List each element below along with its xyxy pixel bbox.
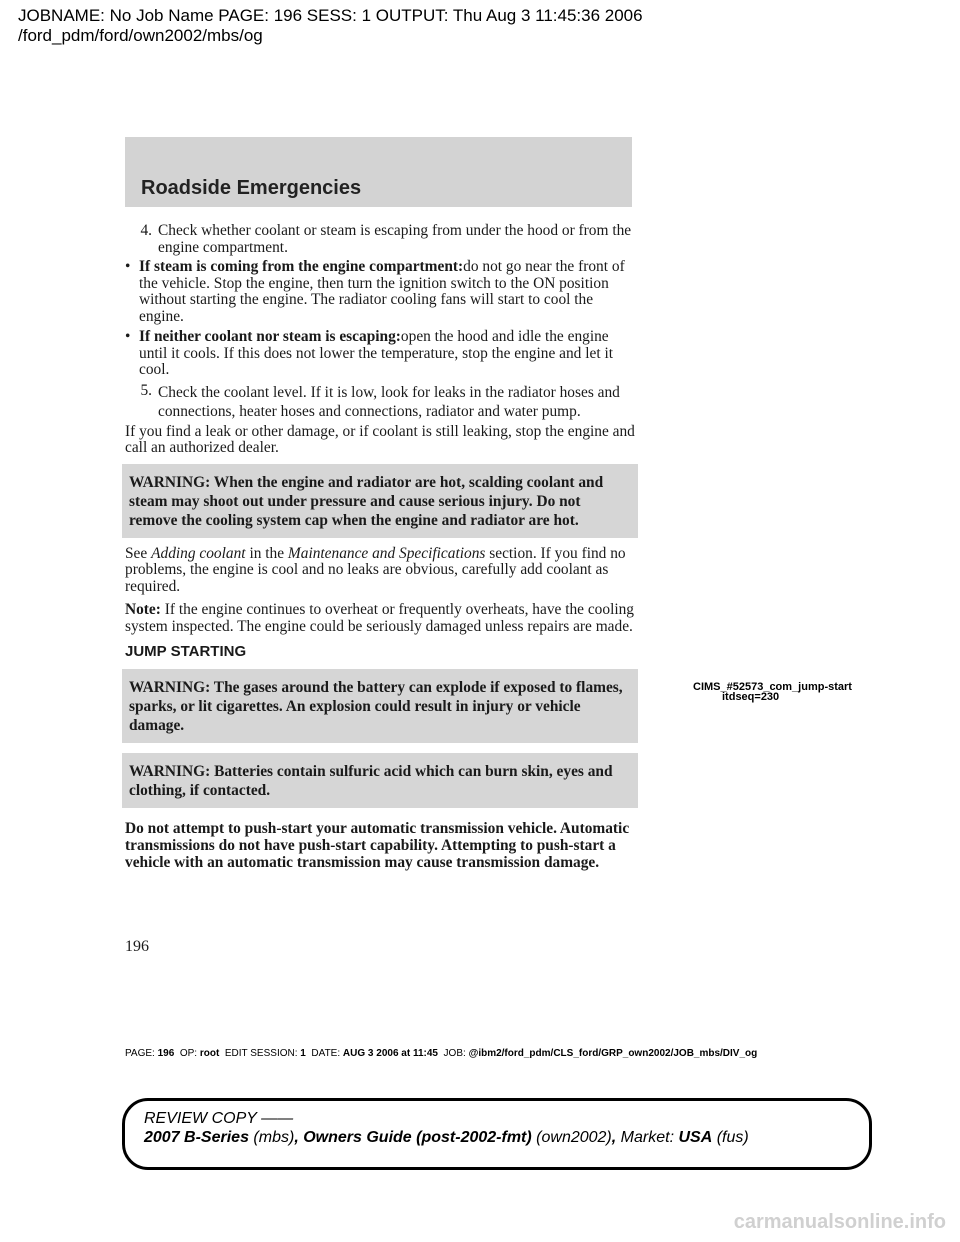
review-line1: REVIEW COPY —— <box>144 1110 294 1127</box>
page-number: 196 <box>125 938 149 955</box>
see-paragraph: See Adding coolant in the Maintenance and Specifications section. If you find no problems, the engine is cool and no leaks are obvious, carefully add coolant as required. <box>125 544 626 595</box>
warning-battery-gases: WARNING: The gases around the battery can explode if exposed to flames, sparks, or lit cigarettes. An explosion could result in injury or vehicle damage. <box>122 669 638 743</box>
bullet-bold: If neither coolant nor steam is escaping: <box>139 328 401 345</box>
step-text: Check whether coolant or steam is escaping from under the hood or from the engine compartment. <box>158 222 632 256</box>
page-content <box>125 223 635 878</box>
review-copy-text <box>144 1109 749 1147</box>
jump-starting-heading: JUMP STARTING <box>125 643 247 660</box>
ref-adding-coolant: Adding coolant <box>151 544 246 562</box>
footer-job-line: PAGE: 196 OP: root EDIT SESSION: 1 DATE: AUG 3 2006 at 11:45 JOB: @ibm2/ford_pdm/CLS_ford/GRP_own2002/JOB_mbs/DIV_og <box>125 1048 758 1059</box>
bullet-text: open the hood and idle the engine until it cools. If this does not lower the temperature, stop the engine and let it cool. <box>139 328 614 378</box>
step-5 <box>125 383 635 421</box>
bullet-text: do not go near the front of the vehicle. Stop the engine, then turn the ignition switch to the ON position without starting the engine. The radiator cooling fans will start to cool the engine. <box>139 258 625 325</box>
step-number: 5. <box>140 381 152 399</box>
note-label: Note: <box>125 601 161 618</box>
bullet-bold: If steam is coming from the engine compartment: <box>139 258 464 275</box>
bullet-neither <box>125 329 635 379</box>
cims-line1: CIMS_#52573_com_jump-start <box>693 681 852 693</box>
step-text: Check the coolant level. If it is low, look for leaks in the radiator hoses and connections, heater hoses and connections, radiator and water pump. <box>158 383 620 420</box>
job-header-line2: /ford_pdm/ford/own2002/mbs/og <box>18 26 263 45</box>
job-header <box>18 6 643 46</box>
bullet-steam <box>125 259 635 325</box>
leak-paragraph: If you find a leak or other damage, or if coolant is still leaking, stop the engine and call an authorized dealer. <box>125 422 635 456</box>
bullet-icon: • <box>125 328 131 345</box>
step-number: 4. <box>140 222 152 239</box>
section-header-bar <box>125 137 632 207</box>
warning-hot-engine: WARNING: When the engine and radiator are hot, scalding coolant and steam may shoot out under pressure and cause serious injury. Do not remove the cooling system cap when the engine and radiator are hot. <box>122 464 638 538</box>
note-text: If the engine continues to overheat or frequently overheats, have the cooling system inspected. The engine could be seriously damaged unless repairs are made. <box>125 601 635 635</box>
note-paragraph <box>125 602 635 635</box>
cims-line2: itdseq=230 <box>722 691 780 703</box>
warning-sulfuric-acid: WARNING: Batteries contain sulfuric acid which can burn skin, eyes and clothing, if contacted. <box>122 753 638 808</box>
watermark: carmanualsonline.info <box>733 1211 946 1233</box>
job-header-line1: JOBNAME: No Job Name PAGE: 196 SESS: 1 OUTPUT: Thu Aug 3 11:45:36 2006 <box>18 6 643 25</box>
step-4 <box>125 223 635 256</box>
review-line2: 2007 B-Series (mbs), Owners Guide (post-2002-fmt) (own2002), Market: USA (fus) <box>144 1129 749 1146</box>
review-copy-box <box>122 1098 872 1170</box>
ref-maintenance: Maintenance and Specifications <box>287 544 486 562</box>
cims-tag <box>693 682 852 702</box>
bullet-icon: • <box>125 258 131 275</box>
section-title: Roadside Emergencies <box>141 177 362 199</box>
push-start-paragraph: Do not attempt to push-start your automatic transmission vehicle. Automatic transmissions do not have push-start capability. Attempting to push-start a vehicle with an automatic transmission may cause transmission damage. <box>125 819 630 871</box>
